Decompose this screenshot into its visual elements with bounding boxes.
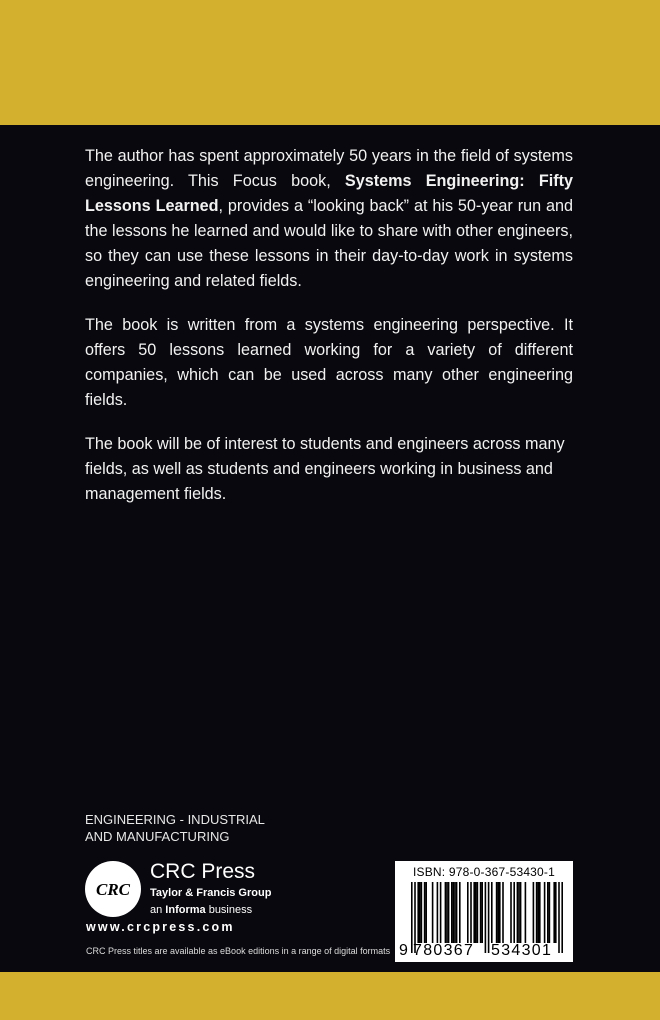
- barcode-bar: [454, 882, 456, 943]
- isbn-number: ISBN: 978-0-367-53430-1: [412, 865, 556, 879]
- barcode-lead-digit: 9: [399, 942, 408, 959]
- barcode-bar: [547, 882, 549, 943]
- barcode-bar: [417, 882, 419, 943]
- barcode-bar: [432, 882, 434, 943]
- category-line-2: AND MANUFACTURING: [85, 829, 230, 844]
- book-title-bold: Systems Engineering: Fifty Lessons Learned: [85, 172, 574, 215]
- barcode-bar: [448, 882, 450, 943]
- barcode-bar: [421, 882, 423, 943]
- barcode-left-digits: 780367: [413, 942, 475, 959]
- description-paragraph-3: The book will be of interest to students and engineers across many fields, as well as students and engineers working in business and management fields.: [85, 435, 565, 503]
- barcode-bar: [520, 882, 522, 943]
- barcode-bar: [475, 882, 477, 943]
- bottom-color-band: [0, 972, 660, 1020]
- barcode-bar: [544, 882, 546, 943]
- top-color-band: [0, 0, 660, 125]
- publisher-website: www.crcpress.com: [86, 920, 235, 934]
- barcode-bar: [424, 882, 426, 943]
- barcode-bar: [470, 882, 472, 943]
- description-paragraph-2: The book is written from a systems engineering perspective. It offers 50 lessons learned working for a variety of different companies, which can be used across many other engineering fields.: [85, 316, 573, 409]
- publisher-name: CRC Press: [150, 860, 256, 883]
- barcode-bar: [419, 882, 421, 943]
- barcode-bar: [553, 882, 555, 943]
- barcode-bar: [477, 882, 479, 943]
- barcode-bar: [537, 882, 539, 943]
- barcode-bar: [555, 882, 557, 943]
- barcode-bar: [425, 882, 427, 943]
- publisher-business-line: an Informa business: [150, 904, 253, 916]
- barcode-bar: [456, 882, 458, 943]
- crc-logo-text: CRC: [95, 880, 131, 899]
- barcode-bar: [496, 882, 498, 943]
- subject-category: [85, 811, 265, 845]
- barcode-bar: [491, 882, 493, 943]
- barcode-bar: [502, 882, 504, 943]
- barcode-bar: [539, 882, 541, 943]
- barcode-bar: [497, 882, 499, 943]
- barcode-bar: [453, 882, 455, 943]
- barcode-bar: [549, 882, 551, 943]
- book-description: [85, 144, 573, 526]
- barcode-bar: [473, 882, 475, 943]
- barcode-bar: [467, 882, 469, 943]
- barcode-digits: [395, 942, 573, 962]
- barcode-bar: [513, 882, 515, 943]
- barcode-bar: [445, 882, 447, 943]
- publisher-group: Taylor & Francis Group: [150, 887, 272, 899]
- isbn-barcode: [395, 861, 573, 962]
- barcode-bar: [480, 882, 482, 943]
- crc-logo-icon: [84, 860, 142, 918]
- barcode-bar: [437, 882, 439, 943]
- barcode-bar: [499, 882, 501, 943]
- barcode-right-digits: 534301: [491, 942, 553, 959]
- barcode-bar: [518, 882, 520, 943]
- barcode-bar: [451, 882, 453, 943]
- ebook-availability-note: CRC Press titles are available as eBook editions in a range of digital formats: [86, 946, 391, 956]
- barcode-bar: [525, 882, 527, 943]
- barcode-bar: [517, 882, 519, 943]
- barcode-bar: [536, 882, 538, 943]
- barcode-bar: [481, 882, 483, 943]
- barcode-bar: [533, 882, 535, 943]
- description-paragraph-1: The author has spent approximately 50 years in the field of systems engineering. This Focus book, Systems Engineering: Fifty Lessons Learned, provides a “looking back” at his 50-year run and the lessons he learned and would like to share with other engineers, so they can use these lessons in their day-to-day work in systems engineering and related fields.: [85, 147, 574, 290]
- barcode-bar: [446, 882, 448, 943]
- category-line-1: ENGINEERING - INDUSTRIAL: [85, 812, 265, 827]
- barcode-bar: [459, 882, 461, 943]
- barcode-bar: [440, 882, 442, 943]
- barcode-bar: [510, 882, 512, 943]
